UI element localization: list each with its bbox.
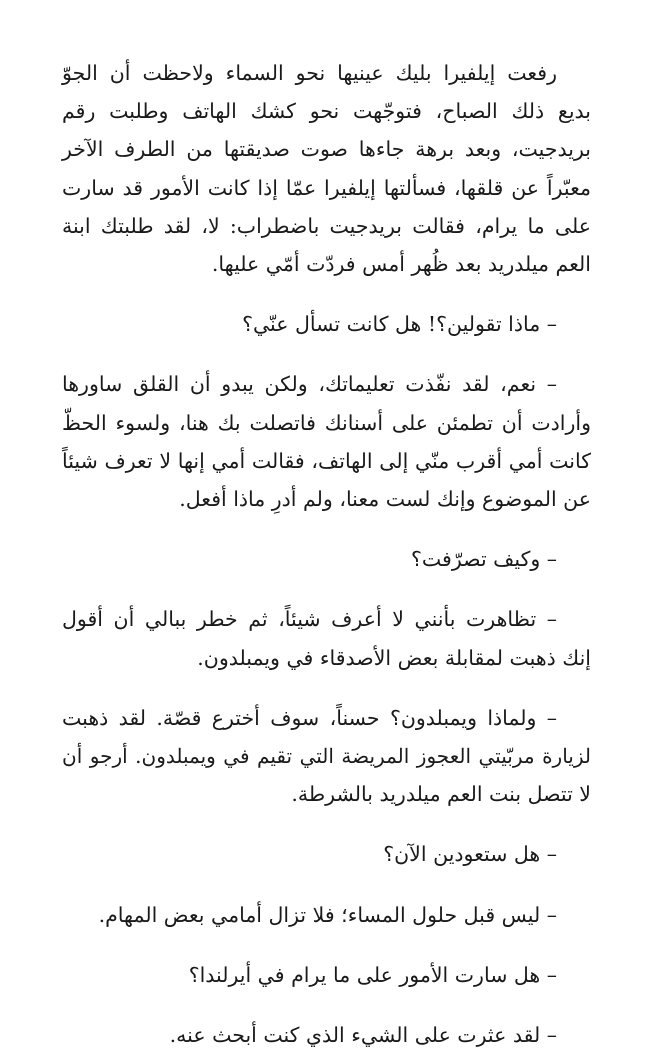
text-line: العم ميلدريد بعد ظُهر أمس فردّت أمّي عليها.	[211, 252, 591, 277]
text-line: عن الموضوع وإنك لست معنا، ولم أدرِ ماذا أفعل.	[179, 487, 591, 512]
dialogue-line	[62, 956, 591, 994]
text-line: لزيارة مربّيتي العجوز المريضة التي تقيم في ويمبلدون. أرجو أن	[62, 744, 591, 769]
text-line: وأرادت أن تطمئن على أسنانك فاتصلت بك هنا، ولسوء الحظّ	[62, 410, 591, 435]
text-line: إنك ذهبت لمقابلة بعض الأصدقاء في ويمبلدون.	[197, 645, 591, 670]
text-line: بديع ذلك الصباح، فتوجّهت نحو كشك الهاتف وطلبت رقم	[62, 99, 591, 124]
text-line: بريدجيت، وبعد برهة جاءها صوت صديقتها من الطرف الآخر	[62, 137, 591, 162]
dialogue-line	[62, 835, 591, 873]
text-line: – نعم، لقد نفّذت تعليماتك، ولكن يبدو أن القلق ساورها	[62, 372, 557, 397]
text-line: لا تتصل بنت العم ميلدريد بالشرطة.	[291, 782, 591, 807]
text-line: معبّراً عن قلقها، فسألتها إيلفيرا عمّا إذا كانت الأمور قد سارت	[62, 175, 591, 200]
dialogue-line	[62, 896, 591, 934]
text-line: – هل ستعودين الآن؟	[383, 842, 557, 867]
text-line: – ليس قبل حلول المساء؛ فلا تزال أمامي بعض المهام.	[98, 902, 557, 927]
dialogue-paragraph	[62, 365, 591, 518]
book-page	[62, 54, 591, 1048]
text-line: – ولماذا ويمبلدون؟ حسناً، سوف أخترع قصّة. لقد ذهبت	[62, 705, 557, 730]
dialogue-line	[62, 305, 591, 343]
text-line: – ماذا تقولين؟! هل كانت تسأل عنّي؟	[242, 312, 557, 337]
narrative-paragraph	[62, 54, 591, 283]
text-line: على ما يرام، فقالت بريدجيت باضطراب: لا، لقد طلبتك ابنة	[62, 213, 591, 238]
text-line: – هل سارت الأمور على ما يرام في أيرلندا؟	[188, 962, 557, 987]
text-line: رفعت إيلفيرا بليك عينيها نحو السماء ولاحظت أن الجوّ	[62, 61, 557, 85]
text-line: كانت أمي أقرب منّي إلى الهاتف، فقالت أمي إنها لا تعرف شيئاً	[62, 448, 591, 473]
text-line: – تظاهرت بأنني لا أعرف شيئاً، ثم خطر ببالي أن أقول	[62, 607, 557, 632]
dialogue-paragraph	[62, 600, 591, 676]
text-line: – لقد عثرت على الشيء الذي كنت أبحث عنه.	[169, 1023, 557, 1048]
text-line: – وكيف تصرّفت؟	[411, 547, 557, 572]
dialogue-line	[62, 540, 591, 578]
dialogue-line	[62, 1016, 591, 1054]
dialogue-paragraph	[62, 699, 591, 814]
